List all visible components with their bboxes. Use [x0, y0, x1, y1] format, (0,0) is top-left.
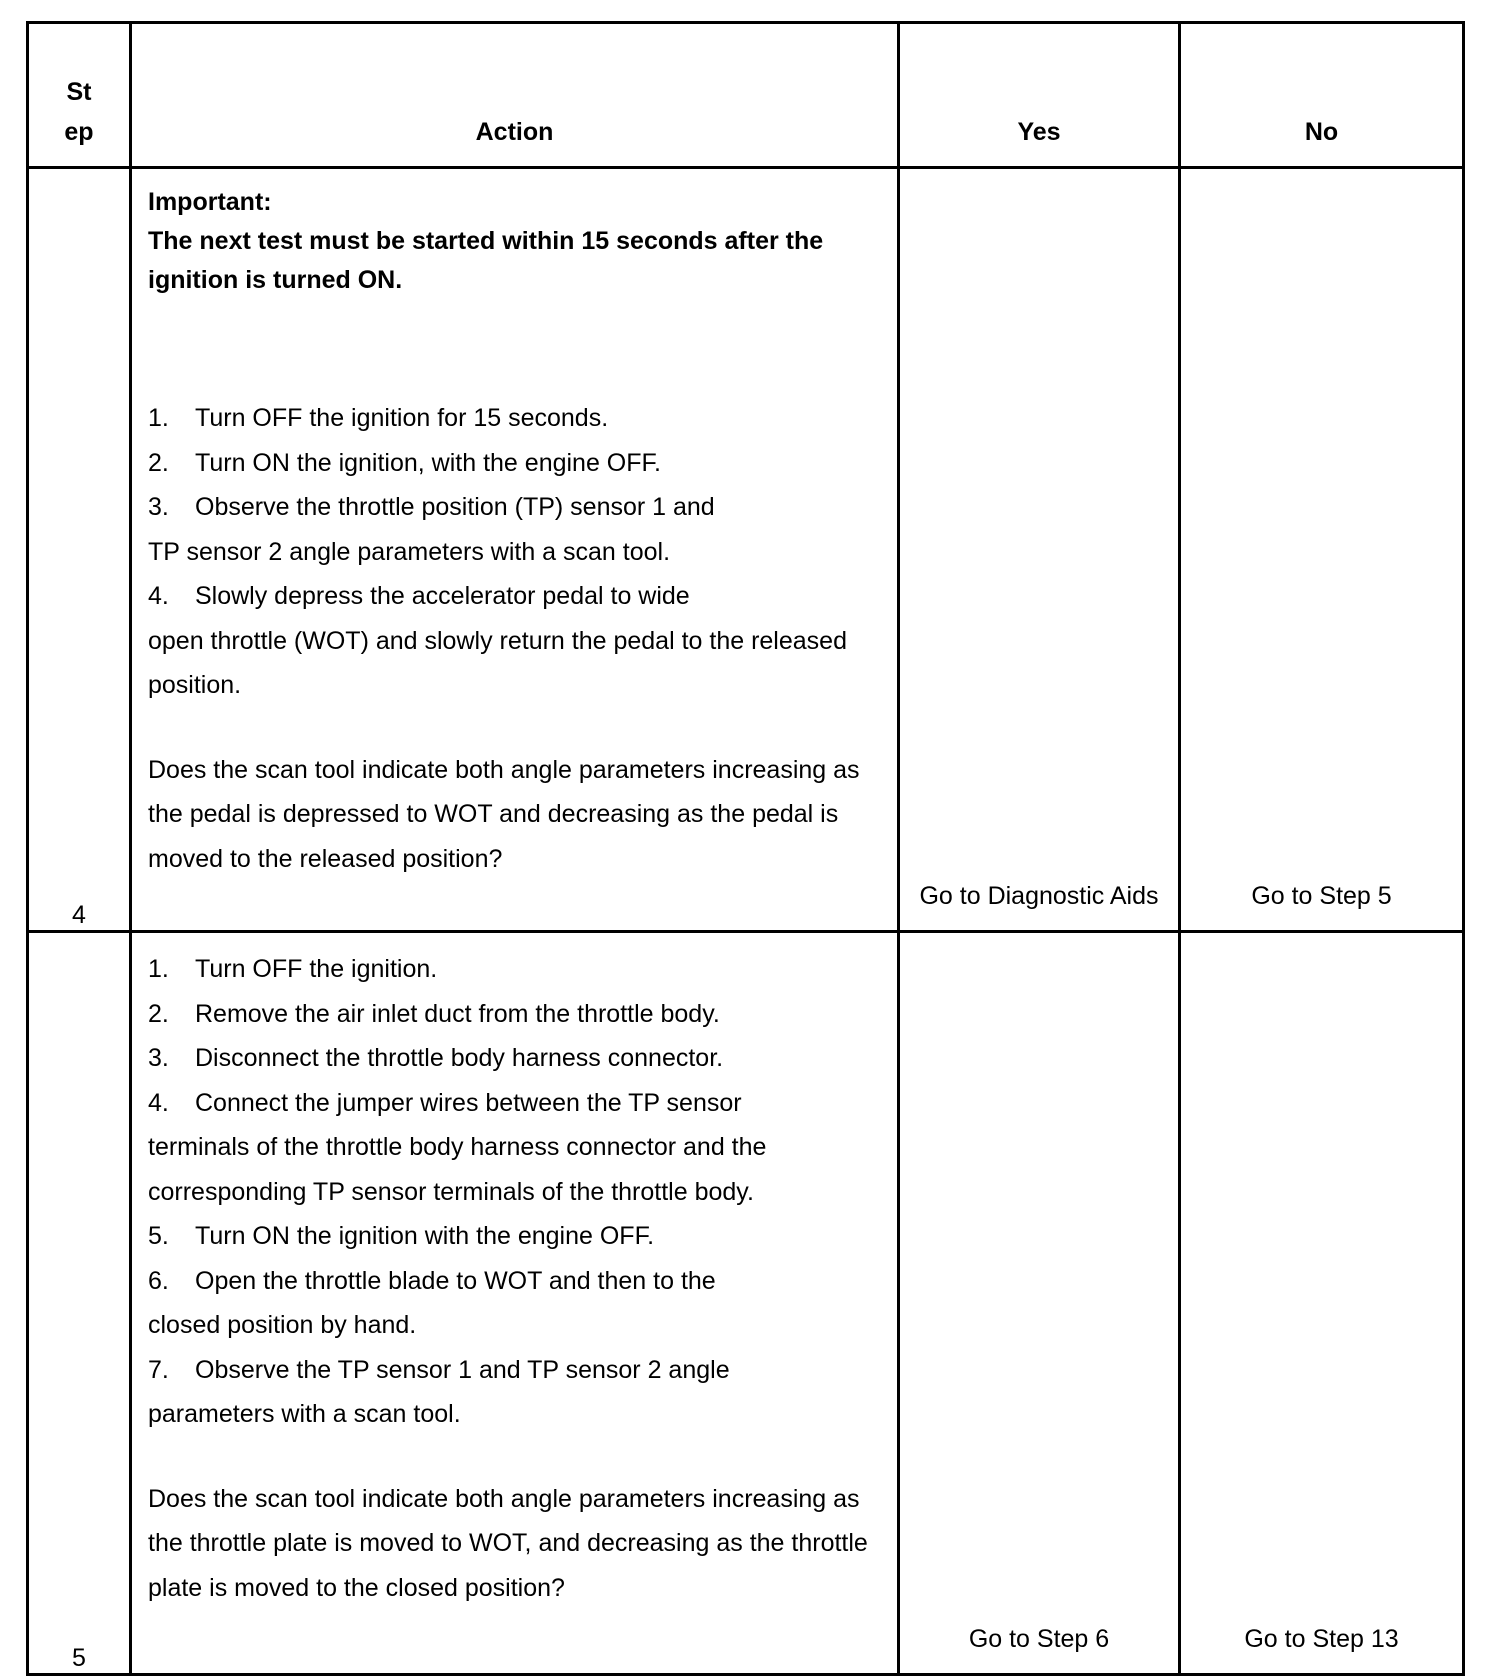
yes-cell: Go to Diagnostic Aids — [899, 168, 1180, 932]
important-label: Important: — [148, 188, 272, 216]
header-step: St ep — [28, 23, 131, 168]
header-yes: Yes — [899, 23, 1180, 168]
action-cell — [131, 168, 899, 932]
list-item: 7. Observe the TP sensor 1 and TP sensor 2 angle — [148, 1355, 730, 1384]
header-action: Action — [131, 23, 899, 168]
list-item: 4. Connect the jumper wires between the TP sensor — [148, 1088, 742, 1117]
step-number: 4 — [28, 168, 131, 932]
list-item: 1. Turn OFF the ignition for 15 seconds. — [148, 404, 609, 432]
list-item-continuation: parameters with a scan tool. — [148, 1400, 461, 1428]
list-item: 1. Turn OFF the ignition. — [148, 955, 438, 983]
important-note — [148, 183, 885, 300]
list-item-continuation: closed position by hand. — [148, 1311, 417, 1339]
list-item: 4. Slowly depress the accelerator pedal to wide — [148, 582, 690, 610]
no-cell: Go to Step 13 — [1180, 932, 1464, 1675]
action-list — [148, 396, 885, 708]
list-item: 2. Turn ON the ignition, with the engine OFF. — [148, 448, 661, 477]
action-cell — [131, 932, 899, 1675]
important-text: The next test must be started within 15 seconds after the ignition is turned ON. — [148, 227, 824, 294]
no-cell: Go to Step 5 — [1180, 168, 1464, 932]
header-no: No — [1180, 23, 1464, 168]
yes-cell: Go to Step 6 — [899, 932, 1180, 1675]
list-item: 2. Remove the air inlet duct from the throttle body. — [148, 999, 720, 1028]
table-row-step-5 — [28, 932, 1464, 1675]
list-item: 6. Open the throttle blade to WOT and then to the — [148, 1266, 716, 1295]
question-text: Does the scan tool indicate both angle parameters increasing as the pedal is depressed to WOT and decreasing as the pedal is moved to the released position? — [148, 755, 860, 873]
question-text: Does the scan tool indicate both angle parameters increasing as the throttle plate is moved to WOT, and decreasing as the throttle plate is moved to the closed position? — [148, 1484, 868, 1602]
list-item: 3. Observe the throttle position (TP) sensor 1 and — [148, 493, 715, 521]
diagnostic-table — [26, 21, 1465, 1676]
list-item: 3. Disconnect the throttle body harness connector. — [148, 1044, 724, 1072]
list-item: 5. Turn ON the ignition with the engine OFF. — [148, 1222, 655, 1250]
action-list — [148, 947, 885, 1437]
list-item-continuation: terminals of the throttle body harness connector and the corresponding TP sensor terminals of the throttle body. — [148, 1133, 767, 1206]
table-row-step-4 — [28, 168, 1464, 932]
list-item-continuation: TP sensor 2 angle parameters with a scan tool. — [148, 537, 671, 566]
step-number: 5 — [28, 932, 131, 1675]
list-item-continuation: open throttle (WOT) and slowly return the pedal to the released position. — [148, 626, 847, 699]
header-row — [28, 23, 1464, 168]
